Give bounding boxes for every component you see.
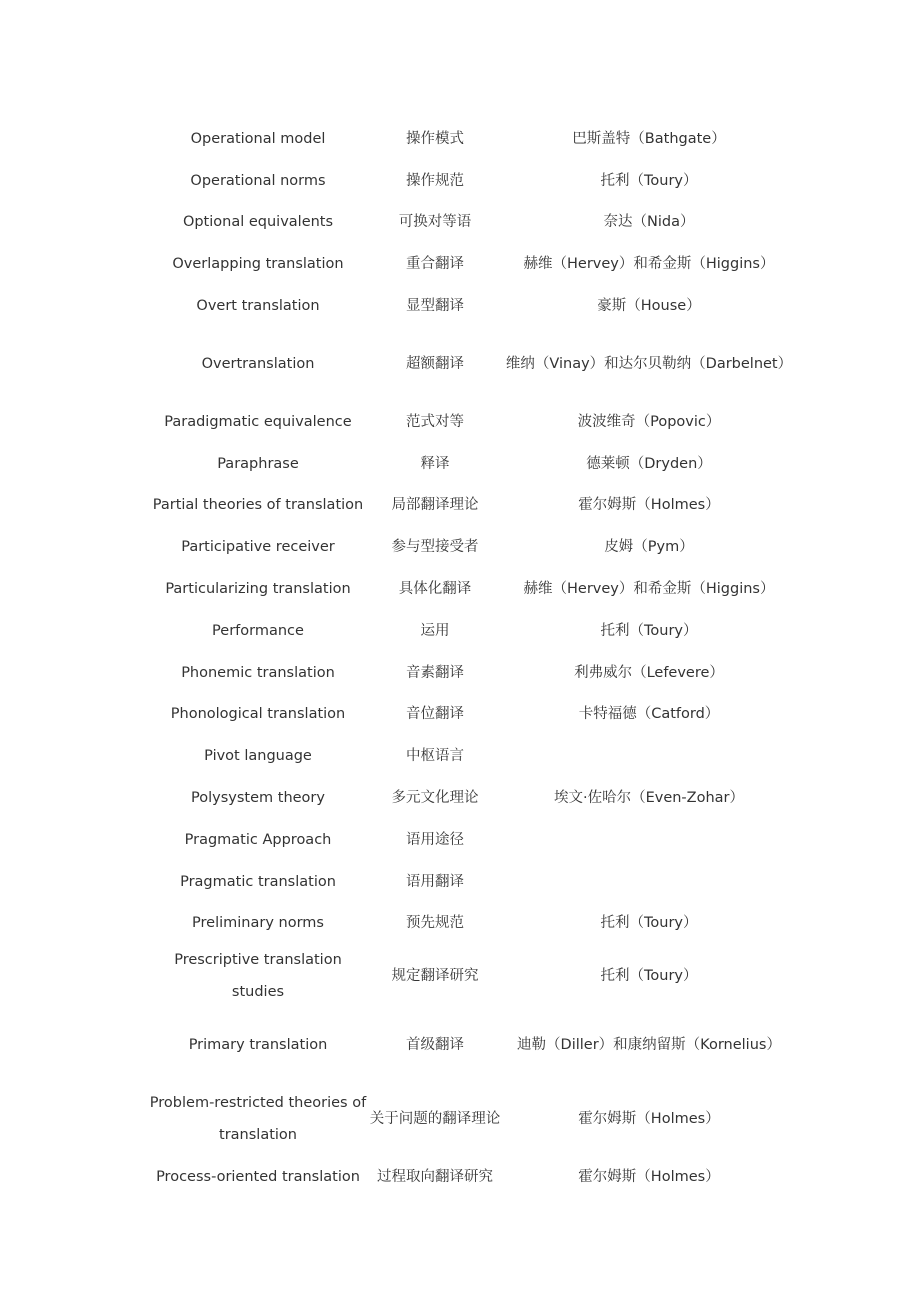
- term-chinese: 语用途径: [406, 831, 464, 848]
- term-english: Operational model: [190, 130, 326, 147]
- table-row: [148, 443, 796, 485]
- term-english: Overt translation: [196, 298, 320, 315]
- term-chinese: 中枢语言: [406, 748, 464, 765]
- term-chinese: 首级翻译: [406, 1037, 464, 1054]
- table-row: [148, 819, 796, 861]
- term-english: Phonological translation: [170, 706, 346, 723]
- term-english: Phonemic translation: [181, 664, 335, 681]
- term-english: Performance: [212, 622, 304, 639]
- term-english: Pragmatic translation: [180, 873, 336, 890]
- table-row: [148, 485, 796, 527]
- term-english: Operational norms: [190, 172, 326, 189]
- term-english: Process-oriented translation: [156, 1169, 360, 1186]
- term-chinese: 超额翻译: [406, 355, 464, 372]
- term-source: 赫维（Hervey）和希金斯（Higgins）: [523, 581, 775, 598]
- term-source: 波波维奇（Popovic）: [577, 413, 721, 430]
- term-source: 迪勒（Diller）和康纳留斯（Kornelius）: [517, 1037, 781, 1054]
- term-chinese: 显型翻译: [406, 298, 464, 315]
- table-row: [148, 944, 796, 1008]
- table-row: [148, 735, 796, 777]
- term-source: 赫维（Hervey）和希金斯（Higgins）: [523, 256, 775, 273]
- glossary-table: [148, 118, 796, 1198]
- term-english: Primary translation: [188, 1037, 328, 1054]
- term-chinese: 运用: [420, 622, 450, 639]
- term-english: Overtranslation: [201, 355, 315, 372]
- term-chinese: 预先规范: [406, 915, 464, 932]
- term-chinese: 音位翻译: [406, 706, 464, 723]
- term-source: 托利（Toury）: [600, 172, 698, 189]
- table-row: [148, 861, 796, 903]
- term-source: 托利（Toury）: [600, 622, 698, 639]
- term-chinese: 范式对等: [406, 413, 464, 430]
- table-row: [148, 694, 796, 736]
- table-row: [148, 777, 796, 819]
- term-source: 卡特福德（Catford）: [578, 706, 720, 723]
- table-row: [148, 526, 796, 568]
- term-source: 霍尔姆斯（Holmes）: [578, 1111, 720, 1128]
- term-source: 霍尔姆斯（Holmes）: [578, 1169, 720, 1186]
- table-row: [148, 610, 796, 652]
- term-english: Problem-restricted theories of translation: [149, 1095, 367, 1144]
- term-english: Polysystem theory: [191, 790, 325, 807]
- term-source: 皮姆（Pym）: [604, 539, 694, 556]
- table-row: [148, 568, 796, 610]
- term-chinese: 操作规范: [406, 172, 464, 189]
- term-chinese: 过程取向翻译研究: [377, 1169, 493, 1186]
- table-row: [148, 327, 796, 401]
- term-chinese: 操作模式: [406, 130, 464, 147]
- term-english: Pivot language: [204, 748, 312, 765]
- term-english: Pragmatic Approach: [184, 831, 332, 848]
- term-chinese: 重合翻译: [406, 256, 464, 273]
- term-chinese: 局部翻译理论: [391, 497, 479, 514]
- term-source: 托利（Toury）: [600, 915, 698, 932]
- term-source: 利弗威尔（Lefevere）: [574, 664, 724, 681]
- term-source: 埃文·佐哈尔（Even-Zohar）: [553, 790, 745, 807]
- term-english: Preliminary norms: [192, 915, 324, 932]
- table-row: [148, 118, 796, 160]
- term-chinese: 释译: [420, 455, 450, 472]
- term-english: Overlapping translation: [172, 256, 344, 273]
- term-english: Particularizing translation: [165, 581, 351, 598]
- table-row: [148, 1082, 796, 1156]
- table-row: [148, 243, 796, 285]
- term-chinese: 规定翻译研究: [391, 968, 479, 985]
- table-row: [148, 1008, 796, 1082]
- table-row: [148, 160, 796, 202]
- term-source: 霍尔姆斯（Holmes）: [578, 497, 720, 514]
- term-chinese: 多元文化理论: [391, 790, 479, 807]
- term-source: 托利（Toury）: [600, 968, 698, 985]
- table-row: [148, 1156, 796, 1198]
- term-english: Partial theories of translation: [152, 497, 364, 514]
- term-chinese: 音素翻译: [406, 664, 464, 681]
- term-source: 奈达（Nida）: [603, 214, 695, 231]
- table-row: [148, 652, 796, 694]
- table-row: [148, 202, 796, 244]
- table-row: [148, 903, 796, 945]
- table-row: [148, 285, 796, 327]
- term-chinese: 关于问题的翻译理论: [369, 1111, 501, 1128]
- term-source: 巴斯盖特（Bathgate）: [572, 130, 726, 147]
- term-chinese: 具体化翻译: [398, 581, 472, 598]
- term-source: [502, 735, 796, 777]
- term-english: Paradigmatic equivalence: [164, 413, 352, 430]
- term-source: 豪斯（House）: [597, 298, 701, 315]
- term-source: [502, 819, 796, 861]
- term-source: [502, 861, 796, 903]
- table-row: [148, 401, 796, 443]
- term-chinese: 参与型接受者: [391, 539, 479, 556]
- term-english: Participative receiver: [181, 539, 335, 556]
- term-english: Paraphrase: [217, 455, 299, 472]
- term-source: 维纳（Vinay）和达尔贝勒纳（Darbelnet）: [505, 355, 793, 372]
- term-source: 德莱顿（Dryden）: [586, 455, 712, 472]
- term-chinese: 可换对等语: [398, 214, 472, 231]
- term-english: Optional equivalents: [182, 214, 334, 231]
- term-english: Prescriptive translation studies: [174, 952, 342, 1001]
- term-chinese: 语用翻译: [406, 873, 464, 890]
